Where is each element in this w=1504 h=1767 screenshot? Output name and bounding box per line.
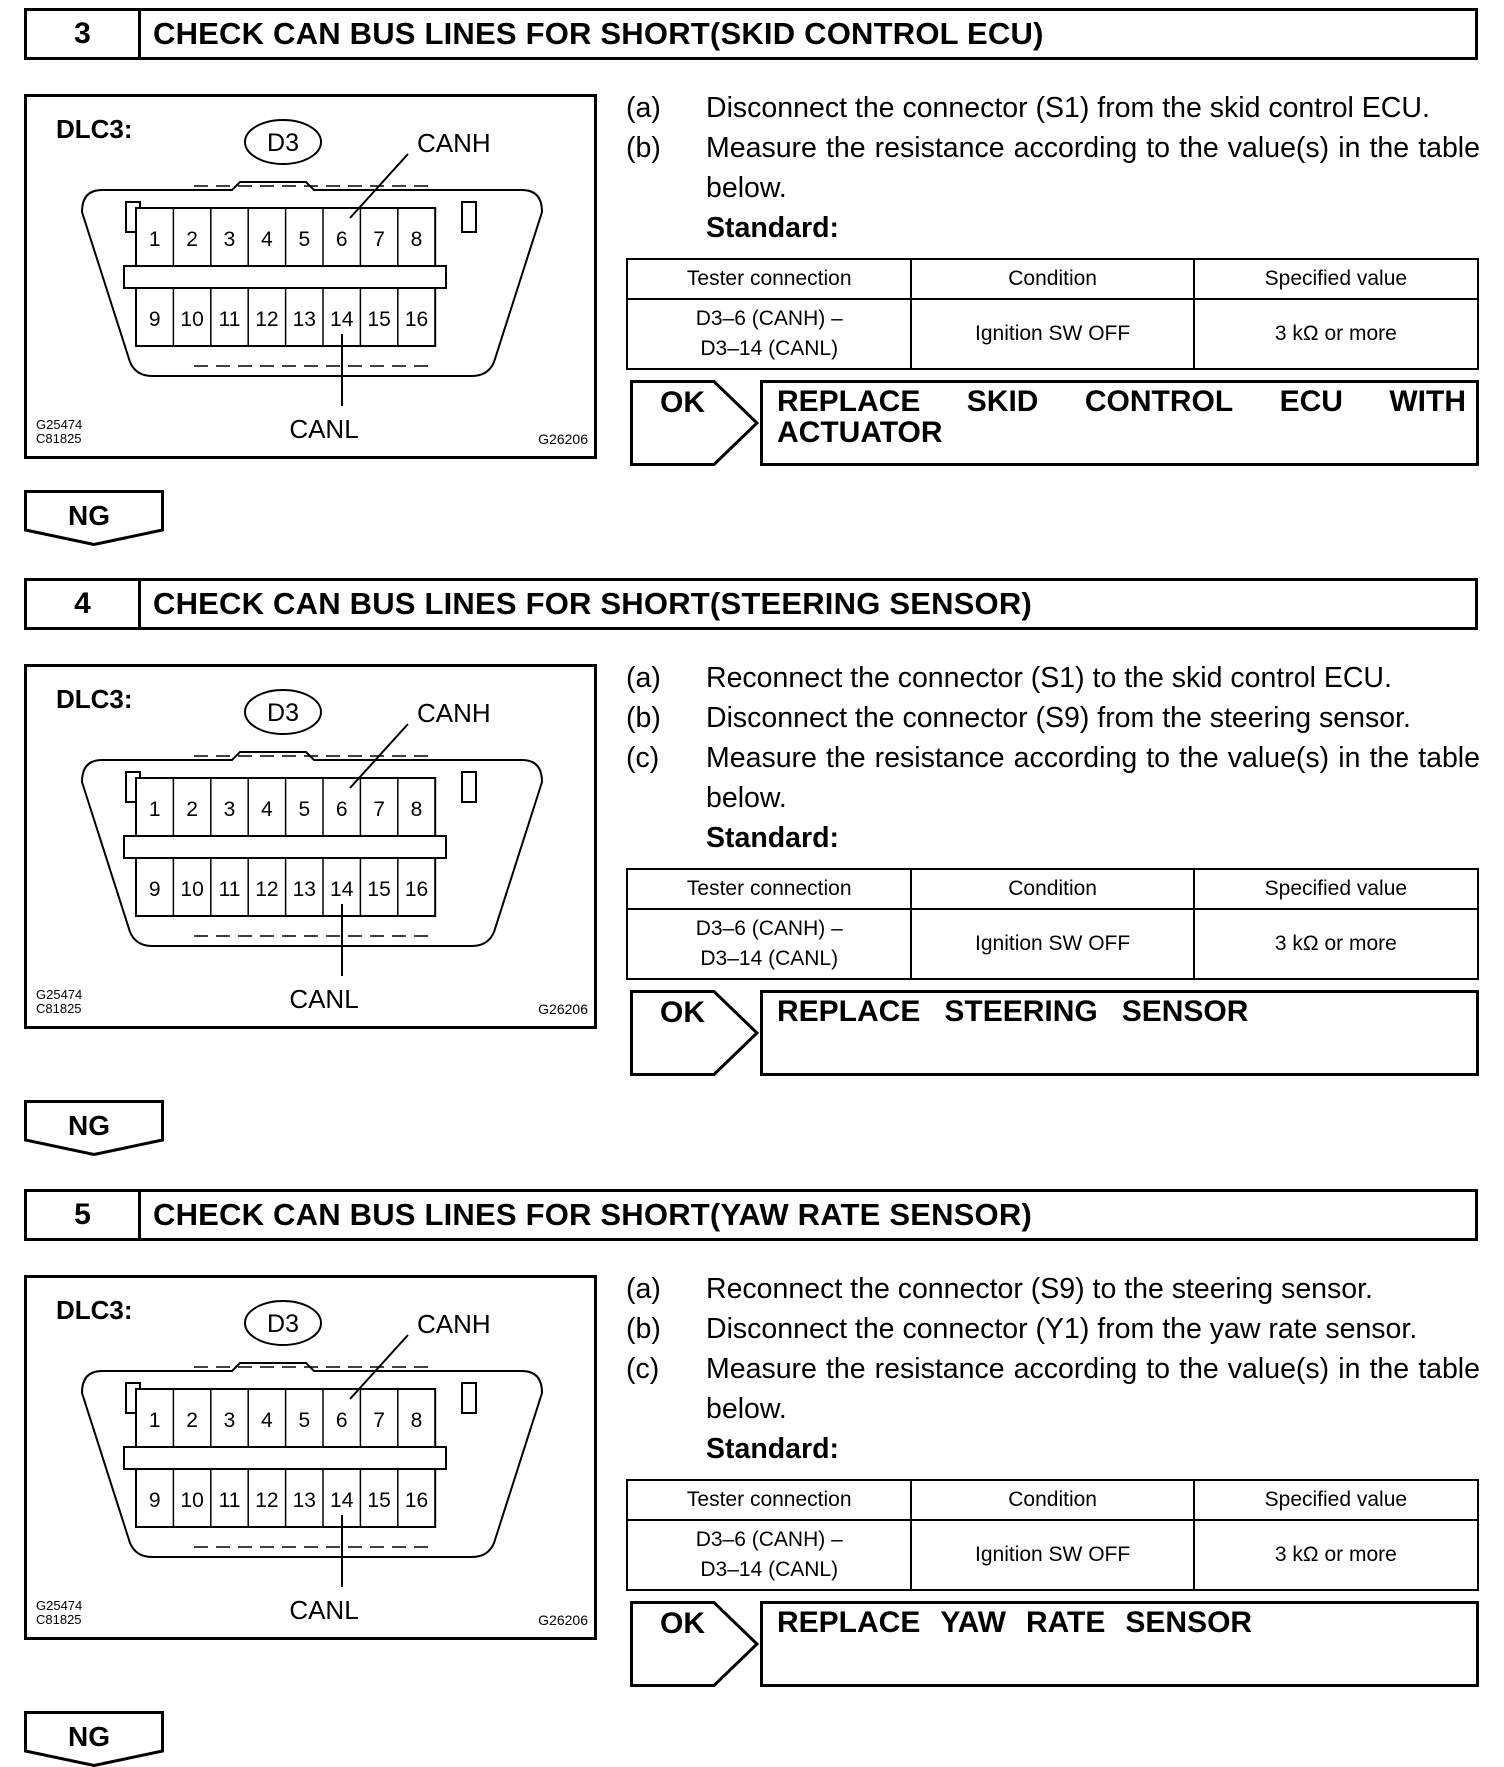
pin-number: 7 xyxy=(373,798,385,821)
standard-table xyxy=(626,258,1479,370)
step-text: Measure the resistance according to the value(s) in the table below. xyxy=(706,1353,1480,1425)
ng-result-arrow xyxy=(24,1100,164,1156)
figure-code: G25474 xyxy=(36,987,83,1002)
pin-number: 15 xyxy=(367,308,391,331)
action-word: YAW xyxy=(940,1606,1006,1639)
step-number: 5 xyxy=(27,1192,141,1238)
specified-value-cell: 3 kΩ or more xyxy=(1194,1520,1478,1590)
pin-number: 3 xyxy=(223,798,236,821)
dlc3-label: DLC3: xyxy=(56,684,133,714)
pin-number: 10 xyxy=(180,878,204,901)
standard-label: Standard: xyxy=(706,1433,840,1465)
ng-result-arrow xyxy=(24,1711,164,1767)
tester-connection-cell xyxy=(627,909,911,979)
canh-label: CANH xyxy=(417,698,491,728)
action-word: REPLACE xyxy=(777,1606,921,1639)
pin-number: 5 xyxy=(298,228,311,251)
pin-number: 7 xyxy=(373,228,385,251)
canl-label: CANL xyxy=(289,984,359,1014)
pin-number: 2 xyxy=(186,1409,198,1432)
table-header-row xyxy=(627,869,1478,909)
action-word: CONTROL xyxy=(1084,385,1234,418)
dlc3-diagram-svg xyxy=(24,94,597,459)
figure-code: G26206 xyxy=(538,1001,588,1017)
standard-label: Standard: xyxy=(706,822,840,854)
step-number: 4 xyxy=(27,581,141,627)
figure-code: C81825 xyxy=(36,431,82,446)
procedure-step xyxy=(626,88,1480,128)
ng-label: NG xyxy=(68,1110,110,1141)
pin-number: 9 xyxy=(148,1489,161,1512)
standard-table xyxy=(626,868,1479,980)
table-header-cell: Condition xyxy=(911,869,1193,909)
procedure-steps xyxy=(626,88,1480,248)
pin-number: 4 xyxy=(261,1409,273,1432)
tester-connection-cell xyxy=(627,1520,911,1590)
pin-number: 1 xyxy=(148,1409,161,1432)
connector-id: D3 xyxy=(267,129,299,157)
ok-label: OK xyxy=(660,1607,705,1640)
step-label: (c) xyxy=(626,1353,660,1385)
step-label: (c) xyxy=(626,742,660,774)
pin-number: 12 xyxy=(255,308,279,331)
pin-number: 6 xyxy=(335,228,348,251)
ok-label: OK xyxy=(660,386,705,419)
figure-code: G25474 xyxy=(36,1598,83,1613)
standard-table xyxy=(626,1479,1479,1591)
replace-action-box xyxy=(760,380,1479,466)
procedure-step xyxy=(626,1269,1480,1309)
table-header-cell: Condition xyxy=(911,1480,1193,1520)
step-text: Disconnect the connector (S1) from the skid control ECU. xyxy=(706,92,1430,124)
pin-number: 8 xyxy=(410,1409,423,1432)
action-word: REPLACE xyxy=(777,995,921,1028)
dlc3-connector-diagram xyxy=(24,94,597,459)
pin-number: 13 xyxy=(292,1489,316,1512)
procedure-step xyxy=(626,658,1480,698)
pin-number: 16 xyxy=(404,308,429,331)
pin-number: 12 xyxy=(255,878,279,901)
figure-code: G26206 xyxy=(538,431,588,447)
pin-number: 1 xyxy=(148,228,161,251)
table-header-row xyxy=(627,259,1478,299)
action-line xyxy=(777,417,1466,448)
step-text: Disconnect the connector (S9) from the steering sensor. xyxy=(706,702,1411,734)
check-section xyxy=(0,0,1504,570)
table-row xyxy=(627,1520,1478,1590)
action-word: SENSOR xyxy=(1121,995,1249,1028)
pin-number: 2 xyxy=(186,798,198,821)
canl-label: CANL xyxy=(289,414,359,444)
pin-number: 3 xyxy=(223,228,236,251)
table-header-cell: Tester connection xyxy=(627,869,911,909)
dlc3-diagram-svg xyxy=(24,1275,597,1640)
procedure-steps xyxy=(626,1269,1480,1469)
section-title: CHECK CAN BUS LINES FOR SHORT(STEERING SENSOR) xyxy=(153,586,1032,621)
procedure-step xyxy=(626,1309,1480,1349)
step-text: Reconnect the connector (S9) to the steering sensor. xyxy=(706,1273,1373,1305)
step-label: (a) xyxy=(626,1273,661,1305)
pin-number: 9 xyxy=(148,878,161,901)
dlc3-connector-diagram xyxy=(24,664,597,1029)
step-text: Disconnect the connector (Y1) from the yaw rate sensor. xyxy=(706,1313,1418,1345)
table-header-cell: Tester connection xyxy=(627,1480,911,1520)
tester-connection-line: D3–14 (CANL) xyxy=(700,1558,839,1581)
pin-number: 1 xyxy=(148,798,161,821)
pin-number: 8 xyxy=(410,228,423,251)
connector-divider xyxy=(124,836,446,858)
canh-label: CANH xyxy=(417,128,491,158)
tester-connection-line: D3–14 (CANL) xyxy=(700,337,839,360)
tester-connection-line: D3–6 (CANH) – xyxy=(695,307,843,330)
replace-action-box xyxy=(760,990,1479,1076)
pin-number: 12 xyxy=(255,1489,279,1512)
dlc3-diagram-svg xyxy=(24,664,597,1029)
replace-action-box xyxy=(760,1601,1479,1687)
specified-value-cell: 3 kΩ or more xyxy=(1194,299,1478,369)
canh-label: CANH xyxy=(417,1309,491,1339)
pin-number: 8 xyxy=(410,798,423,821)
connector-id: D3 xyxy=(267,1310,299,1338)
ng-label: NG xyxy=(68,500,110,531)
pin-number: 10 xyxy=(180,1489,204,1512)
pin-number: 5 xyxy=(298,798,311,821)
pin-number: 14 xyxy=(330,308,354,331)
table-header-cell: Tester connection xyxy=(627,259,911,299)
pin-number: 9 xyxy=(148,308,161,331)
procedure-step xyxy=(626,1349,1480,1429)
table-header-row xyxy=(627,1480,1478,1520)
check-section xyxy=(0,570,1504,1140)
action-word: SKID xyxy=(966,385,1039,418)
procedure-step xyxy=(626,698,1480,738)
pin-number: 15 xyxy=(367,878,391,901)
condition-cell: Ignition SW OFF xyxy=(911,909,1193,979)
table-row xyxy=(627,299,1478,369)
section-header xyxy=(24,578,1478,630)
pin-number: 13 xyxy=(292,878,316,901)
step-text: Measure the resistance according to the value(s) in the table below. xyxy=(706,132,1480,204)
ok-result-box xyxy=(630,1601,759,1687)
connector-id: D3 xyxy=(267,699,299,727)
step-label: (a) xyxy=(626,92,661,124)
pin-number: 4 xyxy=(261,798,273,821)
pin-number: 7 xyxy=(373,1409,385,1432)
pin-number: 16 xyxy=(404,1489,429,1512)
table-header-cell: Specified value xyxy=(1194,259,1478,299)
pin-number: 13 xyxy=(292,308,316,331)
table-header-cell: Condition xyxy=(911,259,1193,299)
pin-number: 3 xyxy=(223,1409,236,1432)
action-word: WITH xyxy=(1389,385,1466,418)
step-label: (a) xyxy=(626,662,661,694)
pin-number: 16 xyxy=(404,878,429,901)
table-header-cell: Specified value xyxy=(1194,1480,1478,1520)
pin-number: 2 xyxy=(186,228,198,251)
ng-result-arrow xyxy=(24,490,164,546)
step-number: 3 xyxy=(27,11,141,57)
ok-result-box xyxy=(630,990,759,1076)
figure-code: C81825 xyxy=(36,1001,82,1016)
procedure-steps xyxy=(626,658,1480,858)
action-word: STEERING xyxy=(944,995,1098,1028)
section-title: CHECK CAN BUS LINES FOR SHORT(YAW RATE SENSOR) xyxy=(153,1197,1032,1232)
standard-label: Standard: xyxy=(706,212,840,244)
figure-code: G25474 xyxy=(36,417,83,432)
dlc3-label: DLC3: xyxy=(56,114,133,144)
pin-number: 14 xyxy=(330,878,354,901)
condition-cell: Ignition SW OFF xyxy=(911,299,1193,369)
tester-connection-line: D3–6 (CANH) – xyxy=(695,1528,843,1551)
action-word: RATE xyxy=(1025,1606,1106,1639)
check-section xyxy=(0,1181,1504,1751)
procedure-step xyxy=(626,128,1480,208)
connector-divider xyxy=(124,1447,446,1469)
pin-number: 11 xyxy=(218,878,241,901)
specified-value-cell: 3 kΩ or more xyxy=(1194,909,1478,979)
action-word: REPLACE xyxy=(777,385,921,418)
step-label: (b) xyxy=(626,1313,661,1345)
pin-number: 15 xyxy=(367,1489,391,1512)
tester-connection-cell xyxy=(627,299,911,369)
section-title: CHECK CAN BUS LINES FOR SHORT(SKID CONTROL ECU) xyxy=(153,16,1044,51)
pin-number: 4 xyxy=(261,228,273,251)
table-header-cell: Specified value xyxy=(1194,869,1478,909)
canl-label: CANL xyxy=(289,1595,359,1625)
section-header xyxy=(24,8,1478,60)
pin-number: 11 xyxy=(218,1489,241,1512)
action-line xyxy=(777,996,1466,1027)
dlc3-connector-diagram xyxy=(24,1275,597,1640)
procedure-step xyxy=(626,738,1480,818)
dlc3-label: DLC3: xyxy=(56,1295,133,1325)
pin-number: 10 xyxy=(180,308,204,331)
action-line xyxy=(777,386,1466,417)
section-header xyxy=(24,1189,1478,1241)
action-word: ECU xyxy=(1279,385,1343,418)
tester-connection-line: D3–6 (CANH) – xyxy=(695,917,843,940)
step-label: (b) xyxy=(626,702,661,734)
step-text: Measure the resistance according to the value(s) in the table below. xyxy=(706,742,1480,814)
pin-number: 11 xyxy=(218,308,241,331)
action-word: SENSOR xyxy=(1125,1606,1253,1639)
ok-label: OK xyxy=(660,996,705,1029)
step-text: Reconnect the connector (S1) to the skid control ECU. xyxy=(706,662,1392,694)
table-row xyxy=(627,909,1478,979)
tester-connection-line: D3–14 (CANL) xyxy=(700,947,839,970)
pin-number: 14 xyxy=(330,1489,354,1512)
condition-cell: Ignition SW OFF xyxy=(911,1520,1193,1590)
pin-number: 6 xyxy=(335,798,348,821)
figure-code: C81825 xyxy=(36,1612,82,1627)
connector-divider xyxy=(124,266,446,288)
figure-code: G26206 xyxy=(538,1612,588,1628)
step-label: (b) xyxy=(626,132,661,164)
ok-result-box xyxy=(630,380,759,466)
action-word: ACTUATOR xyxy=(777,416,943,449)
ng-label: NG xyxy=(68,1721,110,1752)
pin-number: 6 xyxy=(335,1409,348,1432)
pin-number: 5 xyxy=(298,1409,311,1432)
action-line xyxy=(777,1607,1466,1638)
